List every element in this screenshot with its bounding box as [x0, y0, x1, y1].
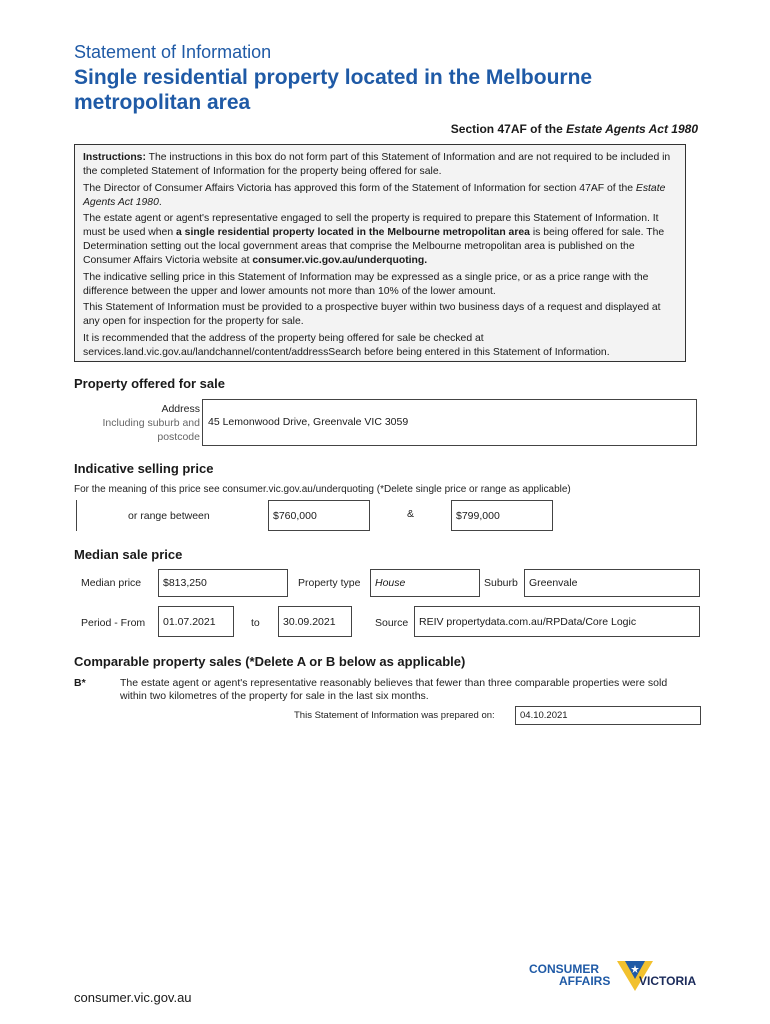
property-type-field[interactable]: House: [370, 569, 480, 597]
section-act: Estate Agents Act 1980: [566, 122, 698, 136]
document-title: Single residential property located in the Melbourne metropolitan area: [74, 66, 593, 114]
period-to-field[interactable]: 30.09.2021: [278, 606, 352, 637]
instructions-p1-text: The instructions in this box do not form part of this Statement of Information and are not required to be included in the completed Statement of Information for the property being offered for sale.: [83, 152, 671, 177]
instructions-p3-a: The estate agent or agent's representative engaged to sell the property is required to prepare this Statement of Information. It must be used when: [83, 213, 659, 238]
instructions-p1: [83, 151, 677, 179]
price-low-field[interactable]: $760,000: [268, 500, 370, 531]
period-from-label: Period - From: [81, 617, 146, 629]
logo-line2: AFFAIRS: [559, 974, 611, 988]
median-price-field[interactable]: $813,250: [158, 569, 288, 597]
address-label-line2: Including suburb and: [102, 417, 200, 429]
median-price-label: Median price: [81, 577, 142, 589]
range-label: or range between: [128, 510, 210, 522]
logo-line3: VICTORIA: [639, 974, 697, 988]
suburb-label: Suburb: [484, 577, 518, 589]
instructions-p3: [83, 212, 677, 268]
section-reference: [451, 122, 698, 136]
instructions-p2-c: .: [158, 196, 162, 208]
footer-url: consumer.vic.gov.au: [74, 990, 192, 1005]
instructions-p6: It is recommended that the address of the property being offered for sale be checked at services.land.vic.gov.au/landchannel/content/addressSearch before being entered in this Statement of Information.: [83, 332, 610, 358]
median-heading: Median sale price: [74, 547, 183, 562]
property-type-label: Property type: [298, 577, 361, 589]
address-label-line3: postcode: [157, 431, 200, 443]
instructions-p5: This Statement of Information must be provided to a prospective buyer within two business days of a request and displayed at any open for inspection for the property for sale.: [83, 302, 661, 327]
source-label: Source: [375, 617, 409, 629]
single-price-deleted-field: [76, 500, 77, 531]
section-prefix: Section 47AF of the: [450, 122, 567, 136]
instructions-p2-a: The Director of Consumer Affairs Victoria has approved this form of the Statement of Information for section 47AF of the: [83, 182, 636, 194]
price-high-field[interactable]: $799,000: [451, 500, 553, 531]
property-heading: Property offered for sale: [74, 376, 225, 391]
instructions-p3-d: consumer.vic.gov.au/underquoting.: [252, 255, 428, 266]
consumer-affairs-victoria-logo: [529, 955, 709, 999]
instructions-p3-c: is being offered for sale. The Determination setting out the local government areas that comprise the Melbourne metropolitan area is published on the Consumer Affairs Victoria website at: [83, 227, 665, 266]
instructions-p3-b: a single residential property located in the Melbourne metropolitan area: [176, 227, 530, 238]
instructions-box: [74, 144, 686, 362]
instructions-p2-b: Estate Agents Act 1980: [83, 182, 666, 208]
period-to-label: to: [251, 617, 260, 629]
period-from-field[interactable]: 01.07.2021: [158, 606, 234, 637]
range-ampersand: &: [407, 508, 415, 520]
address-field[interactable]: 45 Lemonwood Drive, Greenvale VIC 3059: [208, 416, 409, 428]
option-b-label: B*: [74, 677, 86, 689]
suburb-field[interactable]: Greenvale: [524, 569, 700, 597]
address-label: [80, 402, 200, 444]
instructions-p4: The indicative selling price in this Statement of Information may be expressed as a single price, or as a price range with the difference between the upper and lower amounts not more than 10% of the lower amount.: [83, 271, 649, 297]
instructions-label: Instructions:: [83, 152, 146, 163]
address-label-line1: Address: [161, 403, 200, 415]
indicative-note: For the meaning of this price see consumer.vic.gov.au/underquoting (*Delete single price or range as applicable): [74, 484, 571, 495]
source-field[interactable]: REIV propertydata.com.au/RPData/Core Logic: [414, 606, 700, 637]
prepared-on-field[interactable]: 04.10.2021: [515, 706, 701, 725]
comparable-heading: Comparable property sales (*Delete A or B below as applicable): [74, 654, 466, 669]
logo-line1: CONSUMER: [529, 962, 600, 976]
document-subtitle: Statement of Information: [74, 42, 272, 62]
option-b-text: The estate agent or agent's representative reasonably believes that fewer than three comparable properties were sold within two kilometres of the property for sale in the last six months.: [120, 677, 668, 702]
instructions-p2: [83, 182, 677, 210]
indicative-heading: Indicative selling price: [74, 461, 214, 476]
address-field-right-border: [696, 399, 697, 446]
prepared-on-label: This Statement of Information was prepared on:: [294, 710, 495, 721]
